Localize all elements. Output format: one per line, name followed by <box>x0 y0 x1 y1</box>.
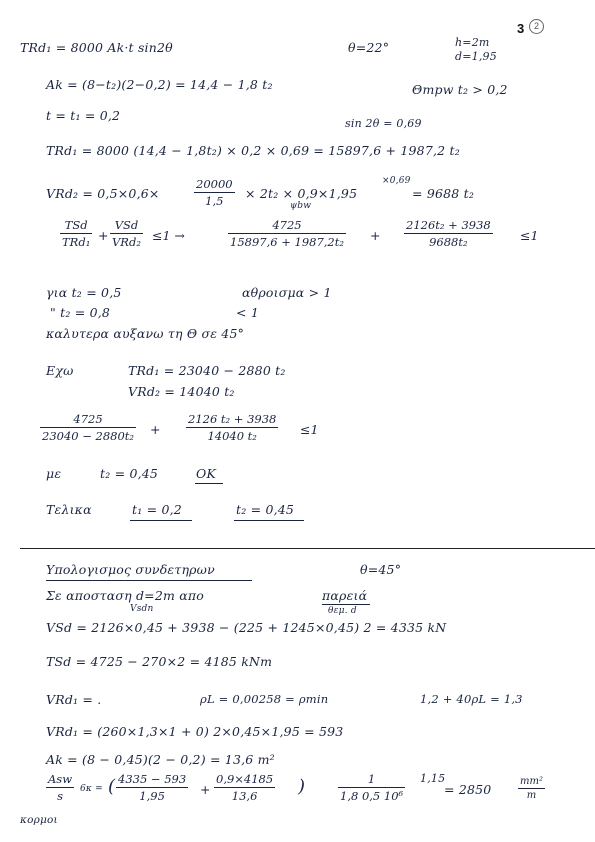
tsd-calc: TSd = 4725 − 270×2 = 4185 kNm <box>46 654 273 669</box>
final-t1: t₁ = 0,2 <box>132 502 182 517</box>
new-shear-ratio <box>186 412 278 443</box>
with-label: με <box>46 466 62 481</box>
vrd2-fraction <box>194 177 235 208</box>
increase-theta-note: καλυτερα αυξανω τη Θ σε 45° <box>46 326 245 341</box>
vrd1-label: VRd₁ = . <box>46 692 102 707</box>
shear-ratio-num: 2126t₂ + 3938 <box>406 218 491 232</box>
new-torsion-ratio-num: 4725 <box>73 412 103 426</box>
theta-angle: θ=22° <box>348 40 390 55</box>
rho-l-value: ρL = 0,00258 = ρmin <box>200 692 329 706</box>
height-value: h=2m <box>455 36 490 49</box>
torsion-ratio-den: 15897,6 + 1987,2t₂ <box>230 235 344 249</box>
shear-term <box>116 772 188 803</box>
steel-factor-den: 1,8 0,5 10⁶ <box>340 789 404 803</box>
vsd-calc: VSd = 2126×0,45 + 3938 − (225 + 1245×0,45) 2 = 4335 kN <box>46 620 447 635</box>
vrd1-calc: VRd₁ = (260×1,3×1 + 0) 2×0,45×1,95 = 593 <box>46 724 344 739</box>
plus-sign-4: + <box>200 782 211 797</box>
constraint-t2: Θmpw t₂ > 0,2 <box>412 82 508 97</box>
le-one-arrow: ≤1 → <box>152 228 185 243</box>
vrd2-formula-start: VRd₂ = 0,5×0,6× <box>46 186 160 201</box>
trd1-label: TRd₁ <box>62 235 91 249</box>
vsdn-label: Vsdn <box>130 604 154 614</box>
vrd2-formula-mid: × 2t₂ × 0,9×1,95 <box>245 186 358 201</box>
steel-factor-num: 1 <box>367 772 376 786</box>
torsion-ratio <box>228 218 346 249</box>
plus-sign-2: + <box>370 228 381 243</box>
torsion-term-den: 13,6 <box>231 789 258 803</box>
vrd2-new: VRd₂ = 14040 t₂ <box>128 384 235 399</box>
less-than-one: < 1 <box>236 305 259 320</box>
paren-close: ) <box>298 776 306 797</box>
gamma-s: 1,15 <box>420 772 446 785</box>
torsion-term <box>214 772 275 803</box>
ak-new-calc: Ak = (8 − 0,45)(2 − 0,2) = 13,6 m² <box>46 752 275 767</box>
unit-mm2: mm² <box>520 776 543 787</box>
vrd2-fraction-denominator: 1,5 <box>205 194 224 208</box>
vrd2-superscript: ×0,69 <box>382 176 411 186</box>
face-label: παρειά <box>322 588 368 603</box>
trial-t2-05: για t₂ = 0,5 <box>46 285 122 300</box>
page-number-circled: 2 <box>529 19 544 34</box>
asw-result: = 2850 <box>444 782 492 797</box>
final-t1-underline <box>130 520 192 521</box>
web-label: κορμοι <box>20 814 58 826</box>
vrd2-label: VRd₂ <box>112 235 141 249</box>
le-one: ≤1 <box>520 228 539 243</box>
tsd-over-trd1 <box>60 218 92 249</box>
vrd2-subscript: ψbw <box>290 201 312 211</box>
vrd2-fraction-numerator: 20000 <box>196 177 233 191</box>
vsd-label: VSd <box>114 218 139 232</box>
shear-term-num: 4335 − 593 <box>118 772 187 786</box>
new-torsion-ratio-den: 23040 − 2880t₂ <box>42 429 135 443</box>
le-one-2: ≤1 <box>300 422 319 437</box>
shear-ratio <box>404 218 493 249</box>
shear-term-den: 1,95 <box>139 789 165 803</box>
heading-underline <box>46 580 252 581</box>
asw-over-s <box>46 772 74 803</box>
final-t2: t₂ = 0,45 <box>236 502 295 517</box>
ok-underline <box>195 483 223 484</box>
s-label: s <box>57 789 63 803</box>
torsion-resistance-formula: TRd₁ = 8000 Ak·t sin2θ <box>20 40 173 55</box>
trd1-expanded: TRd₁ = 8000 (14,4 − 1,8t₂) × 0,2 × 0,69 = 15897,6 + 1987,2 t₂ <box>46 143 460 158</box>
ok-mark: OK <box>196 466 216 481</box>
tsd-label: TSd <box>64 218 88 232</box>
depth-value: d=1,95 <box>455 50 497 63</box>
sin-2theta-value: sin 2θ = 0,69 <box>345 117 422 130</box>
sides-label: 6κ = <box>80 784 103 794</box>
final-t2-underline <box>234 520 304 521</box>
units <box>518 776 545 801</box>
new-shear-ratio-num: 2126 t₂ + 3938 <box>188 412 277 426</box>
sum-greater-one: αθροισμα > 1 <box>242 285 332 300</box>
plus-sign: + <box>98 228 109 243</box>
area-ak-formula: Ak = (8−t₂)(2−0,2) = 14,4 − 1,8 t₂ <box>46 77 273 92</box>
asw-label: Asw <box>48 772 73 786</box>
steel-factor <box>338 772 405 803</box>
new-shear-ratio-den: 14040 t₂ <box>207 429 257 443</box>
k-factor: 1,2 + 40ρL = 1,3 <box>420 692 523 706</box>
stirrup-calc-heading: Υπολογισμος συνδετηρων <box>46 562 215 577</box>
trd1-new: TRd₁ = 23040 − 2880 t₂ <box>128 363 286 378</box>
foundation-label: θεμ. d <box>328 606 357 616</box>
section-divider <box>20 548 595 549</box>
shear-ratio-den: 9688t₂ <box>429 235 468 249</box>
torsion-term-num: 0,9×4185 <box>216 772 274 786</box>
torsion-ratio-num: 4725 <box>272 218 302 232</box>
vrd2-result: = 9688 t₂ <box>412 186 475 201</box>
t1-value: t = t₁ = 0,2 <box>46 108 121 123</box>
have-label: Εχω <box>46 363 74 378</box>
plus-sign-3: + <box>150 422 161 437</box>
face-underline <box>322 604 370 605</box>
page-number: 3 <box>517 21 525 36</box>
unit-m: m <box>526 790 537 801</box>
paren-open: ( <box>108 776 116 797</box>
t2-045: t₂ = 0,45 <box>100 466 159 481</box>
distance-note: Σε αποσταση d=2m απο <box>46 588 205 603</box>
new-torsion-ratio <box>40 412 136 443</box>
vsd-over-vrd2 <box>110 218 143 249</box>
trial-t2-08: " t₂ = 0,8 <box>50 305 111 320</box>
theta-45: θ=45° <box>360 562 402 577</box>
final-label: Τελικα <box>46 502 92 517</box>
